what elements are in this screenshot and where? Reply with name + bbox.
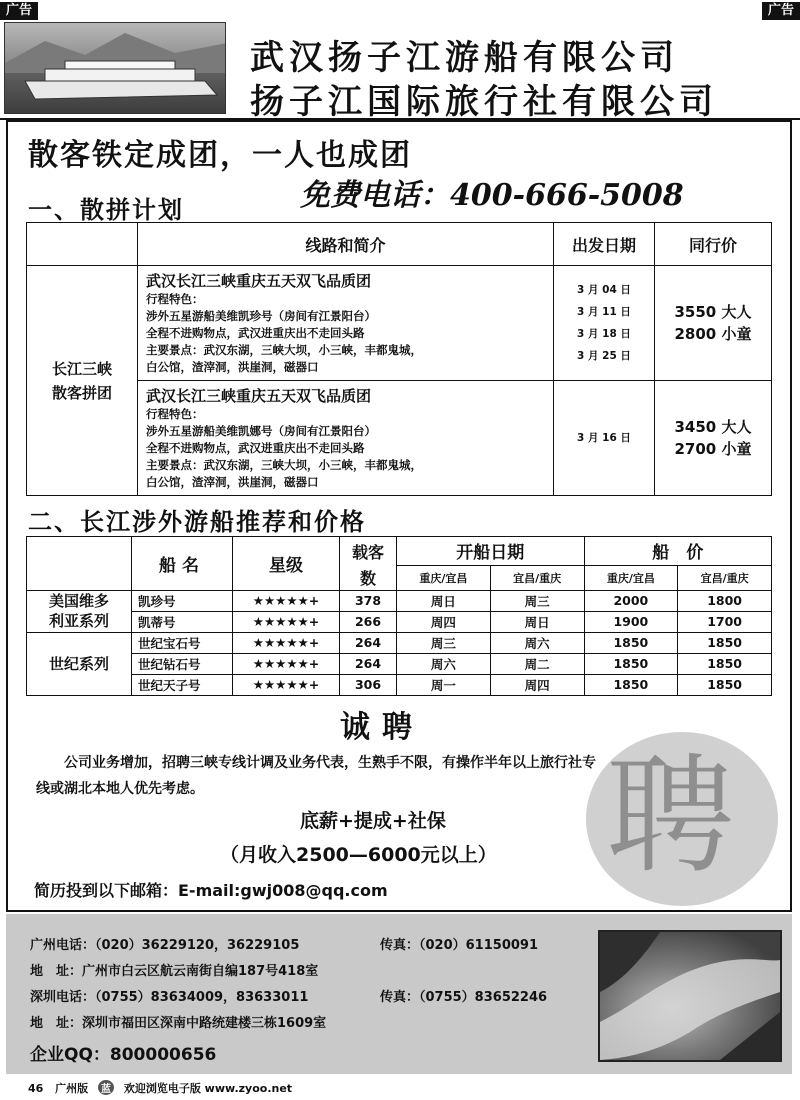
route-cell-1 (138, 266, 554, 381)
sub-header: 重庆/宜昌 (397, 565, 491, 590)
price-up: 1900 (584, 611, 678, 632)
page-footer (28, 1080, 292, 1096)
recruit-text: 公司业务增加，招聘三峡专线计调及业务代表，生熟手不限，有操作半年以上旅行社专线或湖北本地人优先考虑。 (36, 755, 596, 797)
star-header: 星级 (233, 537, 340, 591)
sail-day-up: 周三 (397, 632, 491, 653)
route-header: 线路和简介 (138, 223, 554, 266)
table-row (27, 611, 772, 632)
guangzhou-phone: 广州电话：（020）36229120，36229105 (30, 938, 300, 953)
company-name-1: 武汉扬子江游船有限公司 (250, 38, 679, 78)
footer-text: 欢迎浏览电子版 www.zyoo.net (123, 1082, 293, 1095)
ad-tag-right: 广告 (762, 2, 800, 20)
price-down: 1850 (678, 653, 772, 674)
ship-name-header: 船名 (132, 537, 233, 591)
sail-day-up: 周六 (397, 653, 491, 674)
route-title: 武汉长江三峡重庆五天双飞品质团 (146, 272, 372, 290)
price-child: 2800 小童 (674, 325, 752, 343)
table-row (27, 590, 772, 611)
route-line: 涉外五星游船美维凯珍号（房间有江景阳台） (146, 309, 376, 323)
capacity-header-1: 载客 (340, 537, 397, 566)
edition: 广州版 (55, 1082, 89, 1095)
route-line: 行程特色： (146, 407, 204, 421)
price-down: 1700 (678, 611, 772, 632)
ship-name: 世纪宝石号 (132, 632, 233, 653)
guangzhou-address: 地 址：广州市白云区航云南街自编187号418室 (30, 964, 319, 979)
series-name: 世纪系列 (27, 632, 132, 695)
price-down: 1850 (678, 674, 772, 695)
price-adult: 3450 大人 (674, 418, 752, 436)
price-up: 2000 (584, 590, 678, 611)
magazine-logo-icon: 蓝 (98, 1080, 114, 1095)
date-item: 3 月 11 日 (577, 306, 631, 318)
recruit-benefits: 底薪+提成+社保 (300, 810, 446, 832)
dates-cell-2 (554, 381, 655, 496)
price-down: 1850 (678, 632, 772, 653)
shenzhen-fax: 传真：（0755）83652246 (380, 990, 548, 1005)
star-rating: ★★★★★+ (233, 653, 340, 674)
route-line: 主要景点：武汉东湖，三峡大坝，小三峡，丰都鬼城， (146, 343, 422, 357)
shenzhen-address: 地 址：深圳市福田区深南中路统建楼三栋1609室 (30, 1016, 327, 1031)
route-line: 主要景点：武汉东湖，三峡大坝，小三峡，丰都鬼城， (146, 458, 422, 472)
series-header (27, 537, 132, 591)
capacity: 264 (340, 632, 397, 653)
route-line: 全程不进购物点，武汉进重庆出不走回头路 (146, 326, 365, 340)
slogan: 散客铁定成团，一人也成团 (28, 138, 412, 173)
sail-day-down: 周三 (490, 590, 584, 611)
price-up: 1850 (584, 653, 678, 674)
cruise-price-table (26, 536, 772, 696)
guangzhou-fax: 传真：（020）61150091 (380, 938, 538, 953)
sail-date-header: 开船日期 (397, 537, 585, 566)
date-item: 3 月 04 日 (577, 284, 631, 296)
price-child: 2700 小童 (674, 440, 752, 458)
ship-photo (4, 22, 226, 114)
page-number: 46 (28, 1082, 44, 1095)
table-row (27, 674, 772, 695)
sub-header: 重庆/宜昌 (584, 565, 678, 590)
ship-name: 凯蒂号 (132, 611, 233, 632)
sail-day-up: 周一 (397, 674, 491, 695)
star-rating: ★★★★★+ (233, 611, 340, 632)
price-header: 同行价 (655, 223, 772, 266)
section1-title: 一、散拼计划 (28, 196, 184, 224)
company-name-2: 扬子江国际旅行社有限公司 (250, 82, 718, 122)
table-row (27, 653, 772, 674)
route-line: 涉外五星游船美维凯娜号（房间有江景阳台） (146, 424, 376, 438)
group-tour-table (26, 222, 772, 496)
ship-name: 凯珍号 (132, 590, 233, 611)
blank-header (27, 223, 138, 266)
date-item: 3 月 25 日 (577, 350, 631, 362)
cruise-ship-icon (5, 23, 226, 114)
route-line: 行程特色： (146, 292, 204, 306)
sail-day-up: 周日 (397, 590, 491, 611)
sub-header: 宜昌/重庆 (678, 565, 772, 590)
route-line: 白公馆，渣滓洞，洪崖洞，磁器口 (146, 360, 319, 374)
group-name-line1: 长江三峡 (51, 359, 112, 378)
price-adult: 3550 大人 (674, 303, 752, 321)
recruit-email: 简历投到以下邮箱：E-mail:gwj008@qq.com (34, 881, 388, 900)
table-row (27, 632, 772, 653)
dates-cell-1 (554, 266, 655, 381)
ship-name: 世纪天子号 (132, 674, 233, 695)
price-up: 1850 (584, 674, 678, 695)
river-gorge-icon (600, 932, 780, 1060)
capacity: 306 (340, 674, 397, 695)
recruit-salary: （月收入2500—6000元以上） (220, 844, 497, 866)
star-rating: ★★★★★+ (233, 674, 340, 695)
capacity: 378 (340, 590, 397, 611)
series-name-line: 利亚系列 (48, 612, 109, 630)
price-down: 1800 (678, 590, 772, 611)
capacity: 264 (340, 653, 397, 674)
series-name-line: 美国维多 (48, 592, 109, 610)
shenzhen-phone: 深圳电话：（0755）83634009，83633011 (30, 990, 309, 1005)
price-cell-1 (655, 266, 772, 381)
sail-day-down: 周日 (490, 611, 584, 632)
price-up: 1850 (584, 632, 678, 653)
route-line: 白公馆，渣滓洞，洪崖洞，磁器口 (146, 475, 319, 489)
date-item: 3 月 16 日 (577, 432, 631, 444)
capacity-header-2: 数 (340, 565, 397, 590)
price-cell-2 (655, 381, 772, 496)
sail-day-down: 周二 (490, 653, 584, 674)
date-header: 出发日期 (554, 223, 655, 266)
group-name (27, 266, 138, 496)
route-cell-2 (138, 381, 554, 496)
sub-header: 宜昌/重庆 (490, 565, 584, 590)
star-rating: ★★★★★+ (233, 632, 340, 653)
hotline: 免费电话：400-666-5008 (300, 178, 684, 213)
section2-title: 二、长江涉外游船推荐和价格 (28, 508, 366, 536)
river-photo (598, 930, 782, 1062)
sail-day-down: 周四 (490, 674, 584, 695)
sail-day-down: 周六 (490, 632, 584, 653)
route-title: 武汉长江三峡重庆五天双飞品质团 (146, 387, 372, 405)
capacity: 266 (340, 611, 397, 632)
price-header: 船 价 (584, 537, 772, 566)
ship-name: 世纪钻石号 (132, 653, 233, 674)
group-name-line2: 散客拼团 (51, 383, 112, 402)
sail-day-up: 周四 (397, 611, 491, 632)
date-item: 3 月 18 日 (577, 328, 631, 340)
star-rating: ★★★★★+ (233, 590, 340, 611)
recruit-title: 诚聘 (340, 710, 424, 745)
recruit-char: 聘 (606, 742, 735, 891)
route-line: 全程不进购物点，武汉进重庆出不走回头路 (146, 441, 365, 455)
ad-tag-left: 广告 (0, 2, 38, 20)
series-name (27, 590, 132, 632)
company-qq: 企业QQ：800000656 (30, 1045, 217, 1065)
